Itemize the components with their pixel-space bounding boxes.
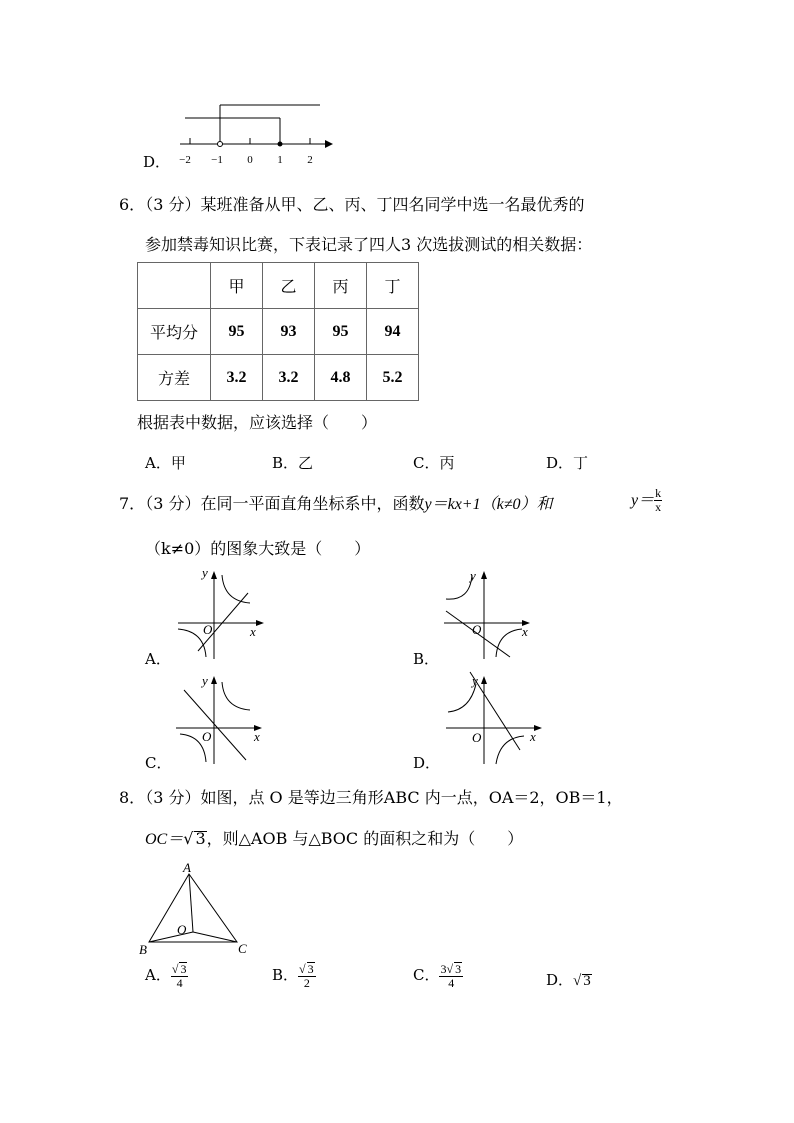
q7-graph-b [440, 563, 540, 663]
q7-graph-a [170, 563, 270, 663]
axis-x-label: x [254, 729, 260, 744]
tick-label: 0 [247, 154, 253, 166]
question-score: （3 分） [145, 788, 201, 807]
table-cell: 93 [263, 309, 315, 355]
axis-y-label: y [472, 673, 478, 688]
q7-option-b[interactable]: B． [413, 650, 440, 668]
q8-option-a[interactable]: A． $\frac{√ 3}{4}$ [145, 962, 187, 990]
q8-option-b[interactable]: B． $\frac{√ 3}{2}$ [272, 962, 314, 990]
question-number: 8． [119, 788, 146, 807]
point-label-o: O [177, 922, 187, 937]
q6-score-table [137, 262, 419, 401]
q6-option-b[interactable]: B．乙 [272, 454, 314, 472]
vertex-label-b: B [139, 942, 147, 957]
row-label: 平均分 [138, 309, 211, 355]
q6-stem-line1 [119, 192, 584, 215]
q7-graph-c [170, 668, 270, 768]
q7-graph-d [440, 668, 550, 768]
table-header-cell: 丁 [367, 263, 419, 309]
q6-prompt: 根据表中数据，应该选择（ ） [137, 413, 378, 432]
q6-stem-line2: 参加禁毒知识比赛，下表记录了四人3 次选拔测试的相关数据： [145, 235, 593, 254]
q7-stem-line2: （k≠0）的图象大致是（ ） [145, 539, 371, 558]
axis-x-label: x [530, 729, 536, 744]
question-text: 如图，点 O 是等边三角形ABC 内一点，OA＝2，OB＝1， [200, 788, 623, 807]
q7-option-d[interactable]: D． [413, 754, 441, 772]
fraction-numerator: k [655, 486, 662, 500]
origin-label: O [203, 622, 213, 637]
fraction: $\frac{3√ 3}{4}$ [440, 962, 462, 990]
table-header-cell: 乙 [263, 263, 315, 309]
question-number: 6． [119, 195, 146, 214]
question-score: （3 分） [145, 195, 201, 214]
vertex-label-a: A [183, 860, 191, 875]
q8-stem-line1 [119, 785, 623, 808]
q8-triangle-figure [135, 858, 255, 958]
q7-option-c[interactable]: C． [145, 754, 172, 772]
table-cell: 4.8 [315, 355, 367, 401]
q7-option-a[interactable]: A． [145, 650, 171, 668]
q5-option-d-label[interactable]: D． [143, 153, 171, 171]
fraction-denominator: x [655, 500, 662, 514]
table-header-row [138, 263, 419, 309]
origin-label: O [202, 729, 212, 744]
tick-label: 1 [277, 154, 283, 166]
table-row [138, 355, 419, 401]
table-header-cell: 甲 [211, 263, 263, 309]
axis-x-label: x [522, 624, 528, 639]
fraction: $\frac{√ 3}{2}$ [299, 962, 314, 990]
q8-stem-line2: OC＝√ 3，则△AOB 与△BOC 的面积之和为（ ） [145, 829, 524, 848]
table-cell: 95 [315, 309, 367, 355]
row-label: 方差 [138, 355, 211, 401]
fraction [654, 487, 662, 514]
origin-label: O [472, 622, 482, 637]
function-lhs: y＝ [631, 492, 655, 509]
tick-label: −1 [211, 154, 223, 166]
q8-option-d[interactable]: D．√ 3 [546, 971, 591, 989]
table-cell: 95 [211, 309, 263, 355]
table-header-cell: 丙 [315, 263, 367, 309]
table-cell: 3.2 [263, 355, 315, 401]
q6-option-d[interactable]: D．丁 [546, 454, 589, 472]
function-linear: y＝kx+1（k≠0）和 [424, 496, 553, 513]
q6-option-c[interactable]: C．丙 [413, 454, 455, 472]
tick-label: 2 [307, 154, 313, 166]
table-cell: 3.2 [211, 355, 263, 401]
fraction: $\frac{√ 3}{4}$ [171, 962, 187, 990]
number-line-figure [175, 100, 340, 170]
axis-y-label: y [202, 673, 208, 688]
q7-function-inverse [631, 487, 662, 514]
question-number: 7． [119, 494, 146, 513]
table-cell [138, 263, 211, 309]
vertex-label-c: C [238, 941, 247, 956]
table-row [138, 309, 419, 355]
table-cell: 5.2 [367, 355, 419, 401]
question-text: 在同一平面直角坐标系中，函数 [200, 494, 425, 513]
axis-y-label: y [202, 565, 208, 580]
tick-label: −2 [179, 154, 191, 166]
question-text: 某班准备从甲、乙、丙、丁四名同学中选一名最优秀的 [200, 195, 585, 214]
q8-option-c[interactable]: C． $\frac{3√ 3}{4}$ [413, 962, 462, 990]
axis-y-label: y [470, 568, 476, 583]
origin-label: O [472, 730, 482, 745]
axis-x-label: x [250, 624, 256, 639]
question-score: （3 分） [145, 494, 201, 513]
q6-option-a[interactable]: A．甲 [145, 454, 186, 472]
q7-stem-line1 [119, 491, 552, 514]
table-cell: 94 [367, 309, 419, 355]
